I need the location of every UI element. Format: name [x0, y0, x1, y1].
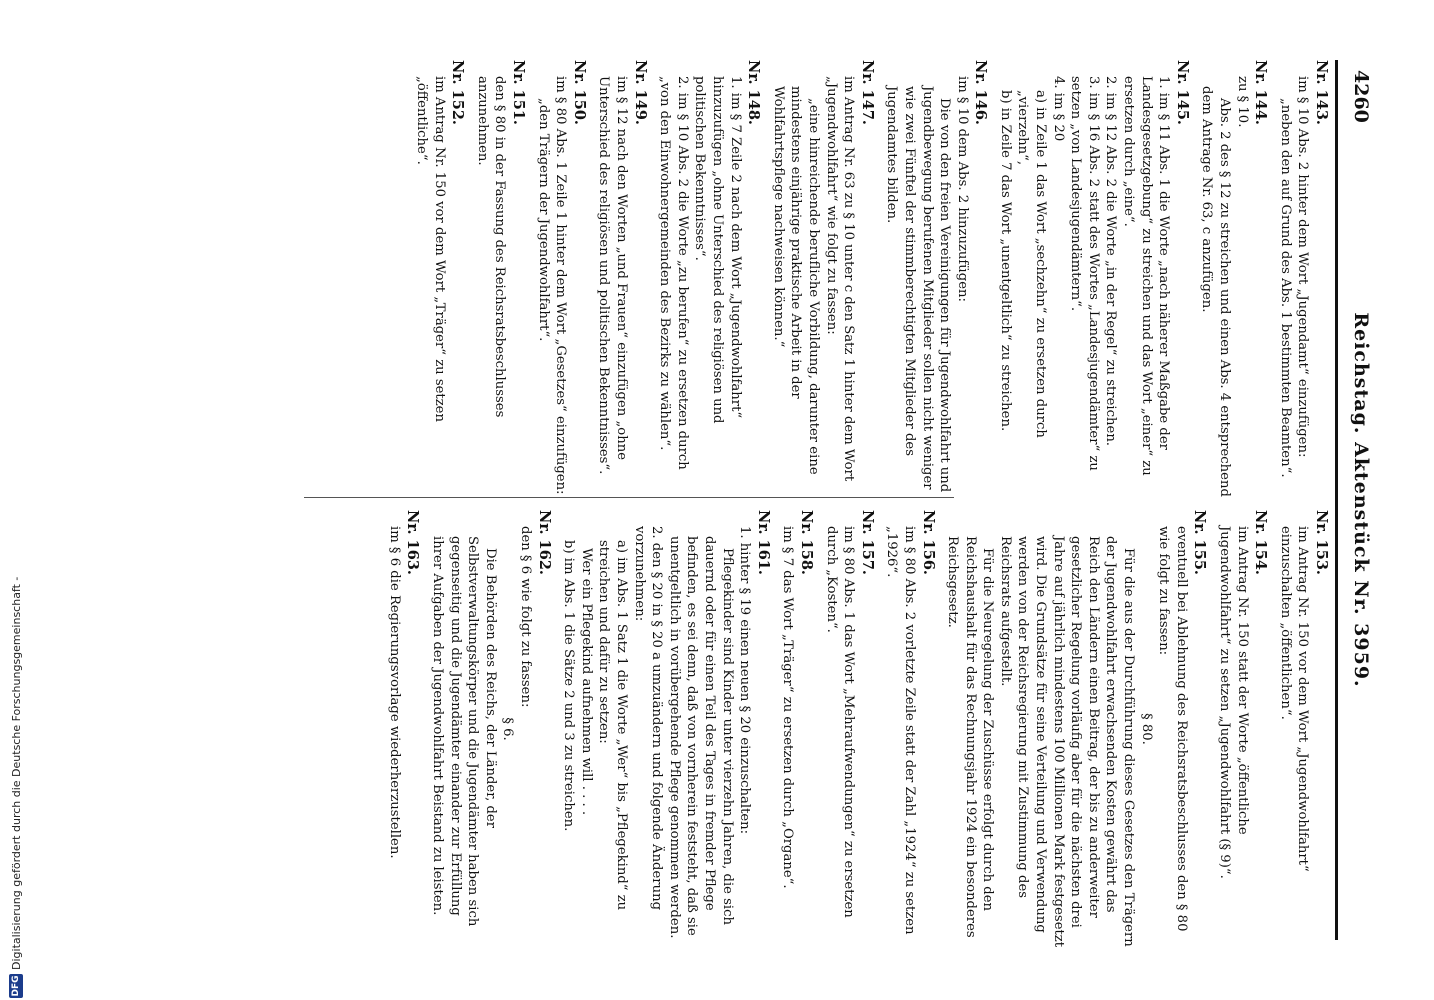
amendment-text: Pflegekinder sind Kinder unter vierzehn Jahren, die sich dauernd oder für einen Teil des Tages in fremder Pflege befinden, es sei denn, daß von vornherein feststeht, daß sie unentgeltlich in vorübergehende Pflege genommen werden.	[666, 536, 735, 939]
amendment-text: 1. hinter § 19 einen neuen § 20 einzuschalten:	[737, 526, 753, 835]
amendment-entry	[996, 60, 1191, 498]
amendment-text: im § 10 dem Abs. 2 hinzuzufügen:	[954, 76, 970, 302]
amendment-text: 4. im § 20	[1050, 76, 1066, 142]
page-number: 4260	[1350, 70, 1372, 123]
amendment-entry	[595, 60, 649, 498]
amendment-number: Nr. 150.	[570, 60, 588, 125]
amendment-text: im § 12 nach den Worten „und Frauen“ einzufügen „ohne Unterschied des religiösen und politischen Bekenntnisses“.	[596, 76, 630, 475]
amendment-entry	[1276, 60, 1330, 498]
left-column	[406, 60, 1331, 498]
amendment-text: Die Behörden des Reichs, der Länder, der Selbstverwaltungskörper und die Jugendämter haben sich gegenseitig und die Jugendämter einander zur Erfüllung ihrer Aufgaben der Jugendwohlfahrt Beistand zu leisten.	[430, 536, 498, 927]
amendment-number: Nr. 146.	[972, 60, 990, 125]
amendment-entry	[1198, 60, 1269, 498]
right-column	[378, 510, 1330, 948]
amendment-number: Nr. 155.	[1191, 510, 1209, 575]
amendment-entry	[429, 510, 553, 948]
amendment-text: eventuell bei Ablehnung des Reichsratsbeschlusses den § 80 wie folgt zu fassen:	[1156, 526, 1189, 932]
amendment-text: im § 7 das Wort „Träger“ zu ersetzen durch „Organe“.	[780, 526, 796, 889]
page-title: Reichstag. Aktenstück Nr. 3959.	[1350, 312, 1372, 688]
amendment-text: a) in Zeile 1 das Wort „sechzehn“ zu ersetzen durch „vierzehn“,	[1015, 90, 1049, 438]
amendment-text: a) im Abs. 1 Satz 1 die Worte „Wer“ bis „Pflegekind“ zu streichen und dafür zu setzen:	[596, 540, 630, 911]
amendment-number: Nr. 158.	[797, 510, 815, 575]
amendment-entry	[413, 60, 467, 498]
amendment-number: Nr. 151.	[510, 60, 528, 125]
amendment-number: Nr. 144.	[1252, 60, 1270, 125]
dfg-logo: DFG	[11, 975, 21, 997]
amendment-entry	[1276, 510, 1330, 948]
amendment-entry	[473, 60, 527, 498]
amendment-entry	[822, 510, 876, 948]
amendment-text: im § 10 Abs. 2 hinter dem Wort „Jugendamt“ einzufügen:	[1295, 76, 1311, 458]
amendment-text: Abs. 2 des § 12 zu streichen und einen Abs. 4 entsprechend dem Antrage Nr. 63, c anzufügen.	[1199, 86, 1233, 497]
amendment-text: den § 80 in der Fassung des Reichsratsbeschlusses anzunehmen.	[474, 76, 508, 418]
amendment-entry	[560, 510, 772, 948]
amendment-text: zu § 10.	[1234, 76, 1250, 128]
amendment-text: 2. im § 12 Abs. 2 die Worte „in der Regel“ zu streichen.	[1103, 76, 1119, 447]
amendment-number: Nr. 154.	[1252, 510, 1270, 575]
amendment-text: „neben den auf Grund des Abs. 1 bestimmten Beamten“.	[1277, 98, 1293, 478]
amendment-number: Nr. 161.	[754, 510, 772, 575]
amendment-text: Wer ein Pflegekind aufnehmen will . . . .	[578, 548, 594, 816]
amendment-text: im Antrag Nr. 150 statt der Worte „öffentliche Jugendwohlfahrt“ zu setzen „Jugendwohlfahrt (§ 9)“.	[1217, 526, 1250, 879]
amendment-number: Nr. 162.	[535, 510, 553, 575]
amendment-number: Nr. 145.	[1173, 60, 1191, 125]
amendment-text: 1. im § 7 Zeile 2 nach dem Wort „Jugendwohlfahrt“ hinzuzufügen „ohne Unterschied des religiösen und politischen Bekenntnisses“.	[692, 76, 743, 424]
amendment-number: Nr. 156.	[919, 510, 937, 575]
footer-text: Digitalisierung gefördert durch die Deutsche Forschungsgemeinschaft -	[10, 576, 23, 970]
amendment-text: im Antrag Nr. 150 vor dem Wort „Träger“ zu setzen „öffentliche“.	[414, 76, 447, 422]
amendment-entry	[883, 510, 937, 948]
amendment-text: „den Trägern der Jugendwohlfahrt“.	[535, 98, 551, 342]
amendment-text: im § 80 Abs. 1 das Wort „Mehraufwendungen“ zu ersetzen durch „Kosten“.	[823, 526, 857, 918]
amendment-entry	[534, 60, 588, 498]
amendment-number: Nr. 157.	[858, 510, 876, 575]
amendment-text: § 6.	[500, 717, 516, 741]
amendment-text: im Antrag Nr. 150 vor dem Wort „Jugendwohlfahrt“ einzuschalten „öffentlichen“.	[1277, 526, 1311, 872]
amendment-text: den § 6 wie folgt zu fassen:	[518, 526, 534, 708]
amendment-text: im § 80 Abs. 2 vorletzte Zeile statt der Zahl „1924“ zu setzen „1926“.	[884, 526, 917, 935]
amendment-text: b) in Zeile 7 das Wort „unentgeltlich“ zu streichen.	[997, 90, 1013, 432]
amendment-text: 3. im § 16 Abs. 2 statt des Wortes „Landesjugendämter“ zu setzen „von Landesjugendämtern“.	[1068, 76, 1101, 471]
amendment-text: § 80.	[1138, 713, 1154, 745]
amendment-number: Nr. 149.	[631, 60, 649, 125]
amendment-entry	[779, 510, 815, 948]
amendment-text: im § 80 Abs. 1 Zeile 1 hinter dem Wort „Gesetzes“ einzufügen:	[553, 76, 569, 495]
amendment-number: Nr. 153.	[1313, 510, 1330, 575]
amendment-text: Die von den freien Vereinigungen für Jugendwohlfahrt und Jugendbewegung berufenen Mitglieder sollen nicht weniger wie zwei Fünftel der stimmberechtigten Mitglieder des Jugendamtes bilden.	[884, 86, 953, 493]
amendment-entry	[944, 510, 1209, 948]
amendment-text: im Antrag Nr. 63 zu § 10 unter c den Satz 1 hinter dem Wort „Jugendwohlfahrt“ wie folgt zu fassen:	[823, 76, 857, 482]
amendment-text: „eine hinreichende berufliche Vorbildung, darunter eine mindestens einjährige praktische Arbeit in der Wohlfahrtspflege nachweisen können.“	[770, 86, 821, 475]
amendment-number: Nr. 152.	[449, 60, 467, 125]
amendment-text: b) im Abs. 1 die Sätze 2 und 3 zu streichen.	[561, 540, 577, 832]
amendment-number: Nr. 147.	[858, 60, 876, 125]
amendment-entry	[1215, 510, 1269, 948]
amendment-entry	[769, 60, 876, 498]
amendment-number: Nr. 163.	[404, 510, 422, 575]
column-divider	[304, 497, 954, 498]
amendment-text: 2. im § 10 Abs. 2 die Worte „zu berufen“ zu ersetzen durch „von den Einwohnergemeinden des Bezirks zu wählen“.	[657, 76, 690, 470]
amendment-number: Nr. 143.	[1313, 60, 1330, 125]
amendment-entry	[656, 60, 763, 498]
amendment-text: 1. im § 11 Abs. 1 die Worte „nach näherer Maßgabe der Landesgesetzgebung“ zu streichen und das Wort „einer“ zu ersetzen durch „eine“.	[1121, 76, 1172, 476]
footer	[4, 0, 28, 1000]
amendment-entry	[385, 510, 421, 948]
amendment-number: Nr. 148.	[745, 60, 763, 125]
amendment-text: 2. den § 20 in § 20 a umzuändern und folgende Änderung vorzunehmen:	[631, 526, 665, 911]
amendment-text: Für die Neuregelung der Zuschüsse erfolgt durch den Reichshaushalt für das Rechnungsjahr 1924 ein besonderes Reichsgesetz.	[945, 536, 996, 938]
page-header	[1335, 60, 1378, 940]
amendment-entry	[883, 60, 990, 498]
amendment-text: Für die aus der Durchführung dieses Gesetzes den Trägern der Jugendwohlfahrt erwachsenden Kosten gewährt das Reich den Ländern einen Beitrag, der bis zu anderweiter gesetzlicher Regelung vorläufig aber für die nächsten drei Jahre auf jährlich mindestens 100 Millionen Mark festgesetzt wird. Die Grundsätze für seine Verteilung und Verwendung werden von der Reichsregierung mit Zustimmung des Reichsrats aufgestellt.	[997, 536, 1137, 948]
amendment-text: im § 6 die Regierungsvorlage wiederherzustellen.	[386, 526, 402, 859]
